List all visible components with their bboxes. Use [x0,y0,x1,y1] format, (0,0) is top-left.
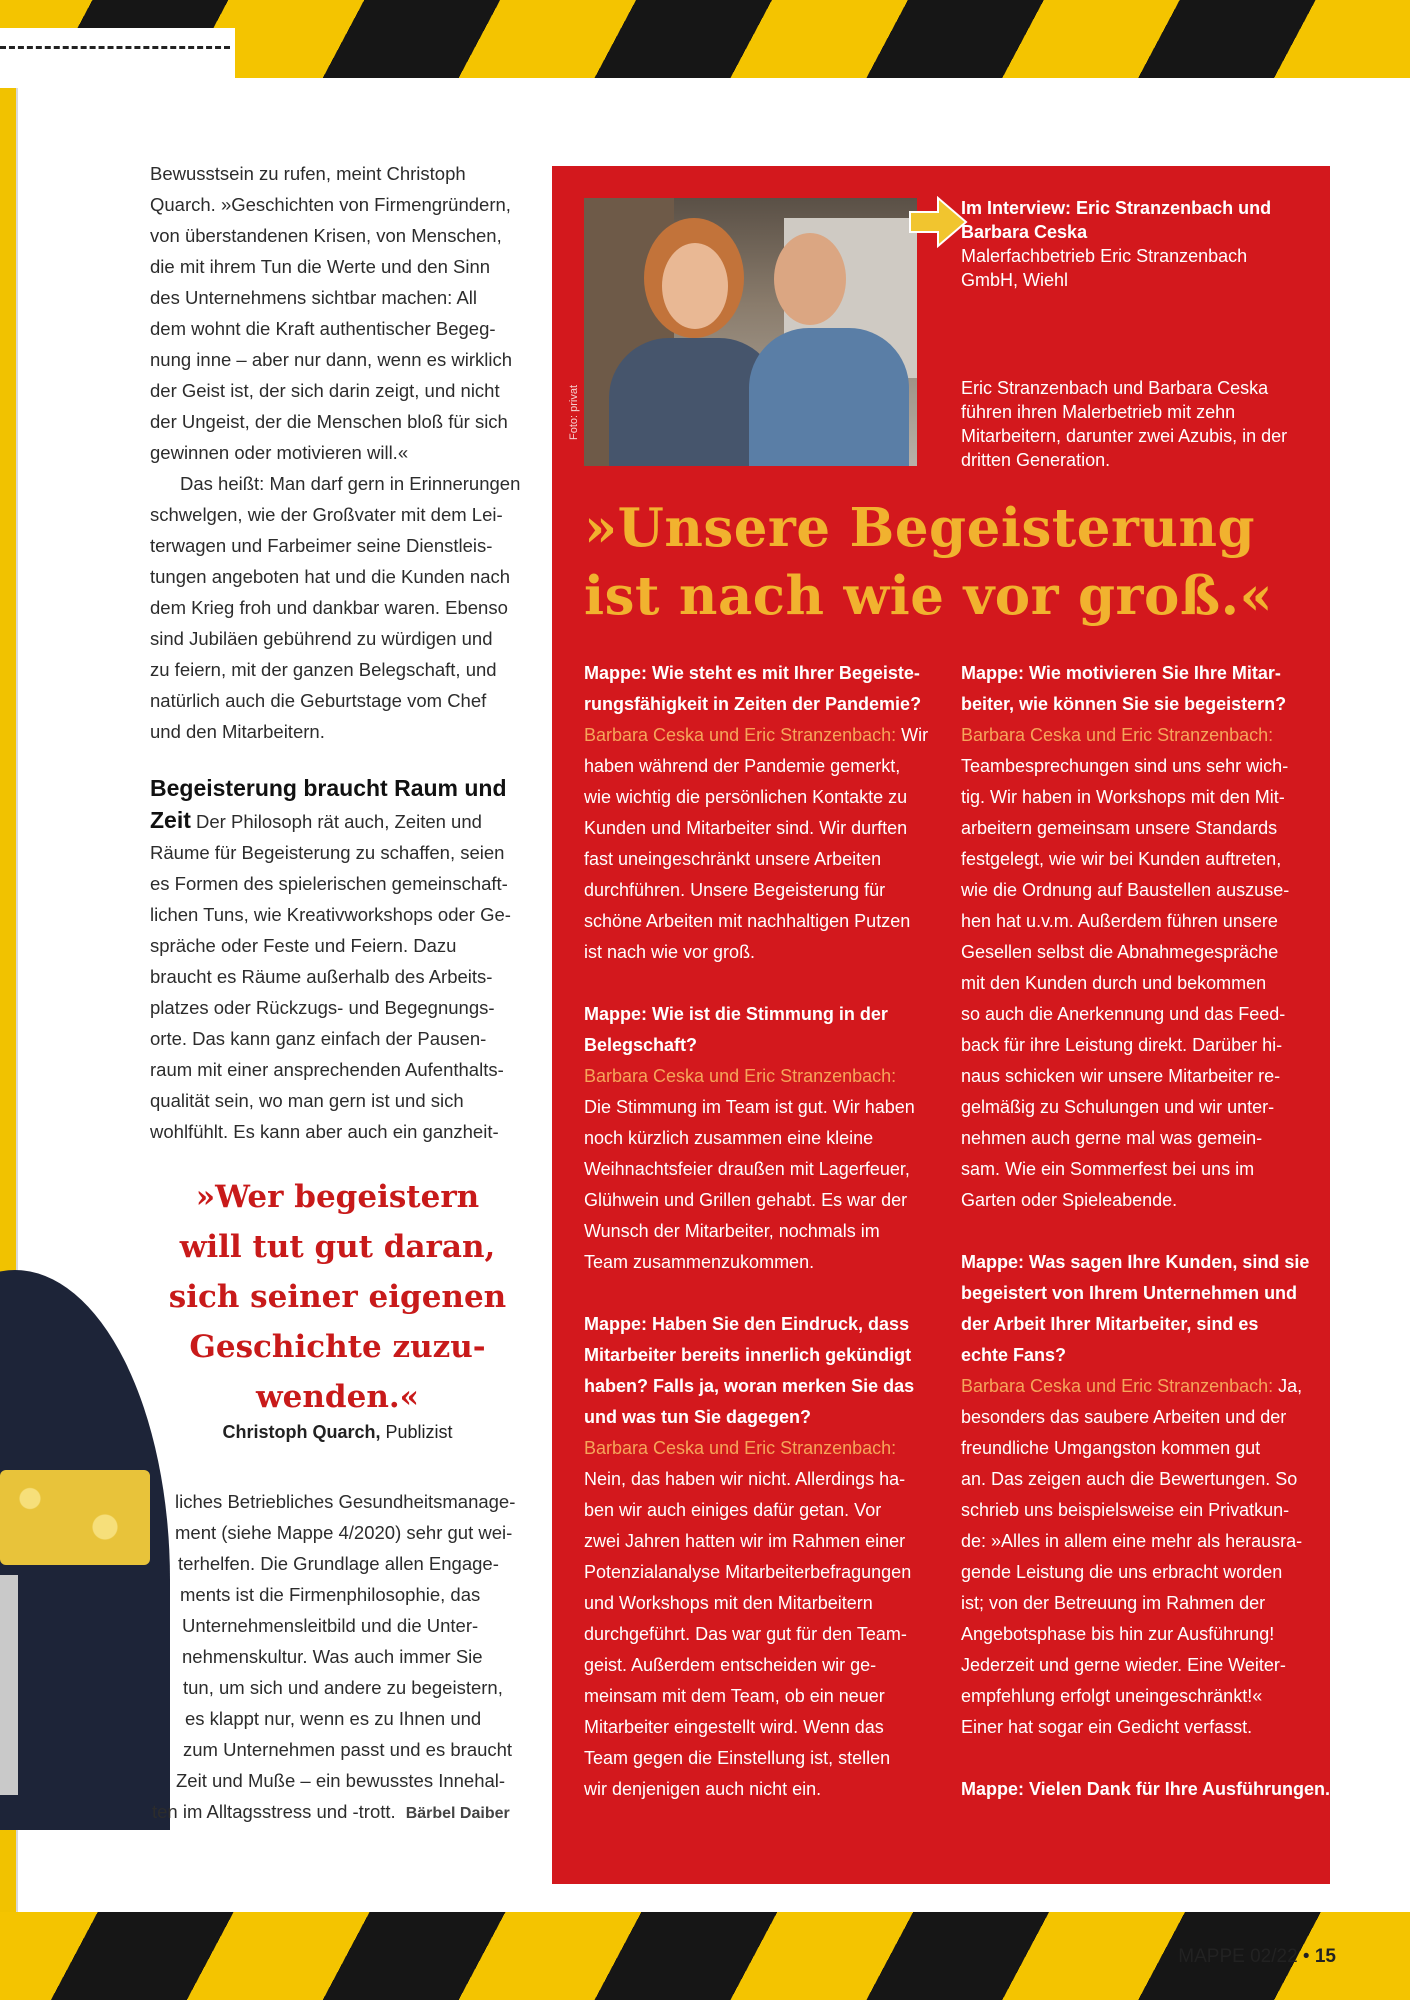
text-line: orte. Das kann ganz einfach der Pausen- [150,1028,487,1049]
issue-label: MAPPE 02/22 [1178,1946,1298,1967]
interview-photo [584,198,917,466]
answer-line: wie die Ordnung auf Baustellen auszuse- [961,880,1290,900]
paragraph-1 [150,158,525,468]
text-line: Quarch. »Geschichten von Firmengründern, [150,194,511,215]
arrow-right-icon [908,196,968,248]
qa-item [584,1309,934,1805]
text-line: tungen angeboten hat und die Kunden nach [150,566,511,587]
text-line: ments ist die Firmenphilosophie, das [180,1584,481,1605]
answer-line: de: »Alles in allem eine mehr als herausra- [961,1531,1303,1551]
text-line: zu feiern, mit der ganzen Belegschaft, und [150,659,497,680]
text-line: raum mit einer ansprechenden Aufenthalts- [150,1059,504,1080]
answer-line: Potenzialanalyse Mitarbeiterbefragungen [584,1562,912,1582]
qa-item [584,999,934,1278]
text-line: des Unternehmens sichtbar machen: All [150,287,478,308]
answer-line: tig. Wir haben in Workshops mit den Mit- [961,787,1285,807]
answer-line: naus schicken wir unsere Mitarbeiter re- [961,1066,1281,1086]
answer-line: fast uneingeschränkt unsere Arbeiten [584,849,882,869]
page-number: 15 [1314,1946,1336,1967]
answer-line: Mitarbeiter eingestellt wird. Wenn das [584,1717,884,1737]
answer-line: gelmäßig zu Schulungen und wir unter- [961,1097,1275,1117]
answer-line: ist; von der Betreuung im Rahmen der [961,1593,1266,1613]
text-line: ten im Alltagsstress und -trott. Bärbel Daiber [152,1801,510,1822]
text-line: Das heißt: Man darf gern in Erinnerungen [180,473,521,494]
interview-header [961,196,1291,292]
text-line: es Formen des spielerischen gemeinschaft- [150,873,508,894]
question-line: Belegschaft? [584,1035,698,1055]
text-line: tun, um sich und andere zu begeistern, [183,1677,503,1698]
text-line: Räume für Begeisterung zu schaffen, seien [150,842,505,863]
question-line: Mitarbeiter bereits innerlich gekündigt [584,1345,912,1365]
text-line: dem wohnt die Kraft authentischer Begeg- [150,318,496,339]
answer-line: ist nach wie vor groß. [584,942,756,962]
subheading: Begeisterung braucht Raum und Zeit [150,775,507,833]
answer-line: mit den Kunden durch und bekommen [961,973,1267,993]
answer-line: empfehlung erfolgt uneingeschränkt!« [961,1686,1263,1706]
text-line: qualität sein, wo man gern ist und sich [150,1090,464,1111]
paragraph-2 [150,468,525,747]
text-line: es klappt nur, wenn es zu Ihnen und [185,1708,482,1729]
answer-speaker: Barbara Ceska und Eric Stranzenbach: [584,1438,897,1458]
answer-line: durchführen. Unsere Begeisterung für [584,880,886,900]
answer-line: haben während der Pandemie gemerkt, [584,756,901,776]
answer-line: Team zusammenzukommen. [584,1252,815,1272]
text-line: terwagen und Farbeimer seine Dienstleis- [150,535,493,556]
text-line: lichen Tuns, wie Kreativworkshops oder Ge- [150,904,511,925]
answer-line: noch kürzlich zusammen eine kleine [584,1128,874,1148]
answer-line: besonders das saubere Arbeiten und der [961,1407,1287,1427]
text-line: will tut gut daran, [179,1229,496,1265]
answer-line: an. Das zeigen auch die Bewertungen. So [961,1469,1298,1489]
text-line: Unternehmensleitbild und die Unter- [182,1615,479,1636]
answer-line: sam. Wie ein Sommerfest bei uns im [961,1159,1255,1179]
answer-speaker: Barbara Ceska und Eric Stranzenbach: [584,725,897,745]
question-line: Mappe: Wie ist die Stimmung in der [584,1004,888,1024]
text-line: »Wer begeistern [195,1179,480,1215]
answer-line: zwei Jahren hatten wir im Rahmen einer [584,1531,906,1551]
answer-line: Weihnachtsfeier draußen mit Lagerfeuer, [584,1159,910,1179]
question-line: Mappe: Vielen Dank für Ihre Ausführungen. [961,1779,1331,1799]
answer-line: hen hat u.v.m. Außerdem führen unsere [961,911,1278,931]
person-with-paint-roller-image [0,1270,175,1830]
left-column: Bewusstsein zu rufen, meint Christoph Quarch. »Geschichten von Firmengründern, von überstandenen Krisen, von Menschen, die mit ihrem Tun die Werte und den Sinn des Unternehmens sichtbar machen: All dem wohnt die Kraft authentischer Begeg- nung inne – aber nur dann, wenn es wirklich der Geist ist, der sich darin zeigt, und nicht der Ungeist, der die Menschen bloß für sich gewinnen oder motivieren will.« Das heißt: Man darf gern in Erinnerungen schwelgen, wie der Großvater mit dem Lei- terwagen und Farbeimer seine Dienstleis- tungen angeboten hat und die Kunden nach dem Krieg froh und dankbar waren. Ebenso sind Jubiläen gebührend zu würdigen und zu feiern, mit der ganzen Belegschaft, und natürlich auch die Geburtstage vom Chef und den Mitarbeitern. Begeisterung braucht Raum und Zeit Der Philosoph rät auch, Zeiten und Räume für Begeisterung zu schaffen, seien es Formen des spielerischen gemeinschaft- lichen Tuns, wie Kreativworkshops oder Ge- spräche oder Feste und Feiern. Dazu braucht es Räume außerhalb des Arbeits- platzes oder Rückzugs- und Begegnungs- orte. Das kann ganz einfach der Pausen- raum mit einer ansprechenden Aufenthalts- qualität sein, wo man gern ist und sich wohlfühlt. Es kann aber auch ein ganzheit- [150,158,525,1147]
text-line: der Ungeist, der die Menschen bloß für sich [150,411,508,432]
answer-line: schöne Arbeiten mit nachhaltigen Putzen [584,911,911,931]
text-line: wohlfühlt. Es kann aber auch ein ganzheit- [150,1121,499,1142]
qa-item [961,1247,1311,1743]
text-line: ment (siehe Mappe 4/2020) sehr gut wei- [175,1522,513,1543]
text-line: gewinnen oder motivieren will.« [150,442,409,463]
question-line: rungsfähigkeit in Zeiten der Pandemie? [584,694,922,714]
text-line: platzes oder Rückzugs- und Begegnungs- [150,997,495,1018]
answer-line: meinsam mit dem Team, ob ein neuer [584,1686,885,1706]
question-line: Mappe: Was sagen Ihre Kunden, sind sie [961,1252,1310,1272]
answer-line: wie wichtig die persönlichen Kontakte zu [584,787,908,807]
answer-line: Team gegen die Einstellung ist, stellen [584,1748,891,1768]
answer-speaker: Barbara Ceska und Eric Stranzenbach: [961,1376,1274,1396]
question-line: und was tun Sie dagegen? [584,1407,812,1427]
answer-start: Wir [896,725,929,745]
answer-line: Jederzeit und gerne wieder. Eine Weiter- [961,1655,1286,1675]
author-signature: Bärbel Daiber [405,1805,510,1822]
answer-line: und Workshops mit den Mitarbeitern [584,1593,873,1613]
cut-tab [0,28,235,88]
answer-line: gende Leistung die uns erbracht worden [961,1562,1283,1582]
paragraph-4 [150,1486,530,1829]
answer-line: arbeitern gemeinsam unsere Standards [961,818,1278,838]
question-line: der Arbeit Ihrer Mitarbeiter, sind es [961,1314,1259,1334]
question-line: haben? Falls ja, woran merken Sie das [584,1376,915,1396]
text-line: und den Mitarbeitern. [150,721,325,742]
answer-line: Teambesprechungen sind uns sehr wich- [961,756,1289,776]
qa-column-2 [961,658,1331,1836]
question-line: begeistert von Ihrem Unternehmen und [961,1283,1298,1303]
question-line: echte Fans? [961,1345,1067,1365]
text-line: nung inne – aber nur dann, wenn es wirklich [150,349,513,370]
answer-line: freundliche Umgangston kommen gut [961,1438,1261,1458]
interview-intro: Eric Stranzenbach und Barbara Ceska führen ihren Malerbetrieb mit zehn Mitarbeitern, darunter zwei Azubis, in der dritten Generation. [961,378,1288,470]
text-line: spräche oder Feste und Feiern. Dazu [150,935,457,956]
question-line: beiter, wie können Sie sie begeistern? [961,694,1287,714]
qa-item [584,658,934,968]
text-line: wenden.« [255,1379,420,1415]
photo-credit: Foto: privat [568,384,580,440]
text-line: sind Jubiläen gebührend zu würdigen und [150,628,493,649]
text-line: natürlich auch die Geburtstage vom Chef [150,690,487,711]
text-line: Zeit und Muße – ein bewusstes Innehal- [176,1770,506,1791]
text-line: von überstandenen Krisen, von Menschen, [150,225,502,246]
answer-start: Ja, [1273,1376,1303,1396]
text-line: zum Unternehmen passt und es braucht [183,1739,513,1760]
question-line: Mappe: Haben Sie den Eindruck, dass [584,1314,910,1334]
answer-line: Wunsch der Mitarbeiter, nochmals im [584,1221,880,1241]
text-line: schwelgen, wie der Großvater mit dem Lei- [150,504,503,525]
answer-line: nehmen auch gerne mal was gemein- [961,1128,1263,1148]
answer-line: ben wir auch einiges dafür getan. Vor [584,1500,882,1520]
page-footer: MAPPE 02/22 • 15 [1178,1946,1336,1967]
answer-speaker: Barbara Ceska und Eric Stranzenbach: [961,725,1274,745]
answer-line: Kunden und Mitarbeiter sind. Wir durften [584,818,908,838]
text-line: die mit ihrem Tun die Werte und den Sinn [150,256,491,277]
answer-line: geist. Außerdem entscheiden wir ge- [584,1655,877,1675]
answer-line: back für ihre Leistung direkt. Darüber hi- [961,1035,1283,1055]
qa-item [961,658,1311,1216]
question-line: Mappe: Wie motivieren Sie Ihre Mitar- [961,663,1281,683]
answer-line: durchgeführt. Das war gut für den Team- [584,1624,907,1644]
answer-line: Nein, das haben wir nicht. Allerdings ha- [584,1469,906,1489]
text-line: Bewusstsein zu rufen, meint Christoph [150,163,466,184]
pull-quote [150,1172,525,1422]
interview-company: Malerfachbetrieb Eric Stranzenbach GmbH, Wiehl [961,246,1248,290]
answer-line: Einer hat sogar ein Gedicht verfasst. [961,1717,1253,1737]
text-line: braucht es Räume außerhalb des Arbeits- [150,966,493,987]
answer-line: wir denjenigen auch nicht ein. [584,1779,822,1799]
text-line: nehmenskultur. Was auch immer Sie [182,1646,483,1667]
quote-author: Christoph Quarch, Publizist [222,1422,453,1442]
question-line: Mappe: Wie steht es mit Ihrer Begeiste- [584,663,920,683]
interview-title: Im Interview: Eric Stranzenbach und Barbara Ceska [961,198,1272,242]
answer-speaker: Barbara Ceska und Eric Stranzenbach: [584,1066,897,1086]
answer-line: Garten oder Spieleabende. [961,1190,1178,1210]
text-line: liches Betriebliches Gesundheitsmanage- [175,1491,516,1512]
text-line: der Geist ist, der sich darin zeigt, und nicht [150,380,500,401]
qa-column-1 [584,658,934,1836]
answer-line: Gesellen selbst die Abnahmegespräche [961,942,1279,962]
answer-line: schrieb uns beispielsweise ein Privatkun- [961,1500,1290,1520]
qa-item [961,1774,1331,1805]
answer-line: Angebotsphase bis hin zur Ausführung! [961,1624,1275,1644]
answer-line: festgelegt, wie wir bei Kunden auftreten, [961,849,1282,869]
text-line: terhelfen. Die Grundlage allen Engage- [178,1553,499,1574]
answer-line: Glühwein und Grillen gehabt. Es war der [584,1190,908,1210]
text-line: dem Krieg froh und dankbar waren. Ebenso [150,597,508,618]
text-line: sich seiner eigenen [168,1279,507,1315]
answer-line: Die Stimmung im Team ist gut. Wir haben [584,1097,915,1117]
text-line: Geschichte zuzu- [189,1329,486,1365]
interview-headline: »Unsere Begeisterung ist nach wie vor groß.« [584,497,1274,627]
answer-line: so auch die Anerkennung und das Feed- [961,1004,1286,1024]
